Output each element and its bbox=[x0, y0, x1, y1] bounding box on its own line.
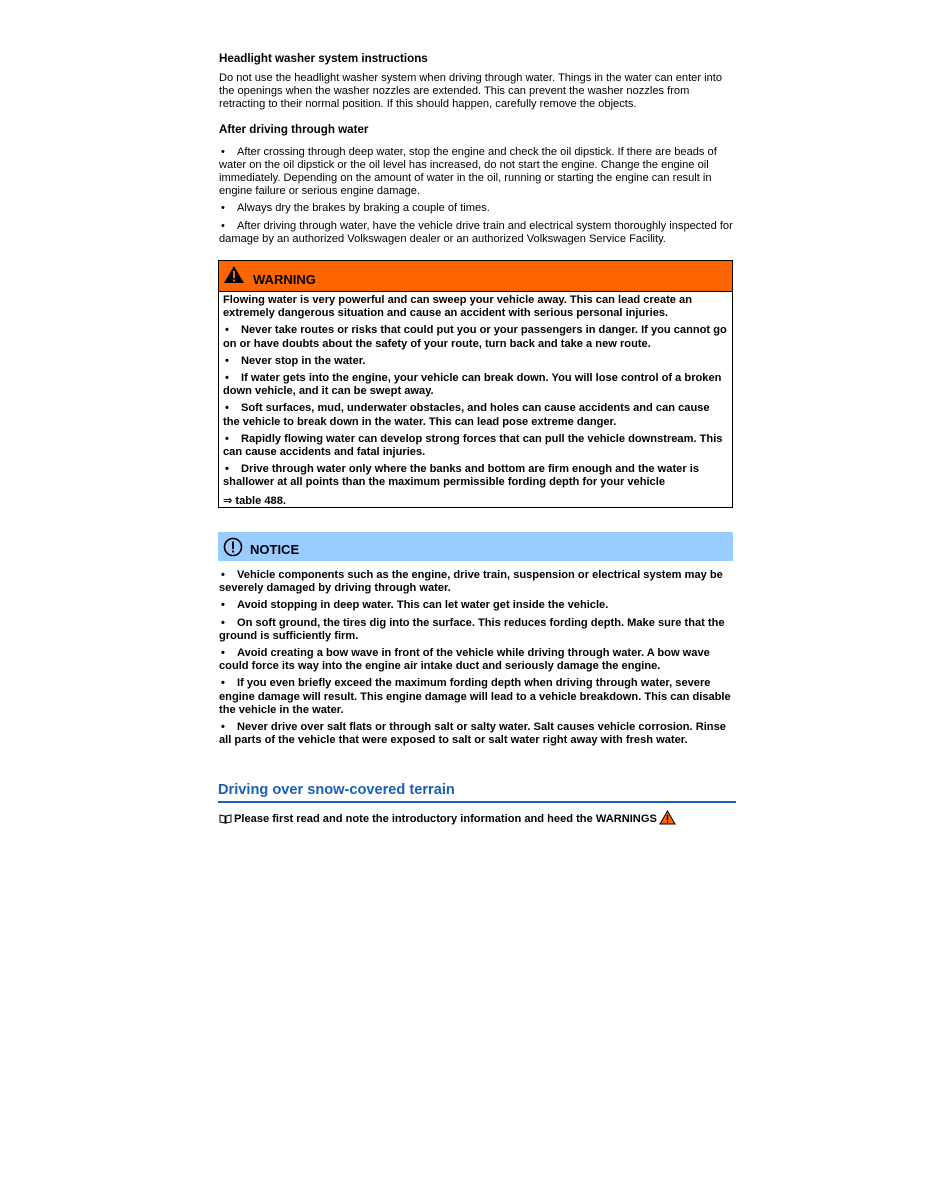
list-item: • Vehicle components such as the engine, drive train, suspension or electrical system may be severely damaged by driving through water. bbox=[219, 569, 723, 595]
warning-intro: Flowing water is very powerful and can sweep your vehicle away. This can lead create an extremely dangerous situation and cause an accident with serious personal injuries. bbox=[223, 294, 692, 320]
page-content bbox=[219, 52, 735, 250]
snow-terrain-heading: Driving over snow-covered terrain bbox=[218, 782, 736, 803]
read-note bbox=[219, 810, 676, 827]
list-item: • After driving through water, have the vehicle drive train and electrical system thoroughly inspected for damage by an authorized Volkswagen dealer or an authorized Volkswagen Service Facility. bbox=[219, 219, 733, 245]
list-item: • If you even briefly exceed the maximum fording depth when driving through water, severe engine damage will result. This engine damage will lead to a vehicle breakdown. This can disable the vehicle in the water. bbox=[219, 677, 731, 716]
list-item: • If water gets into the engine, your vehicle can break down. You will lose control of a broken down vehicle, and it can be swept away. bbox=[223, 372, 722, 398]
read-note-text: Please first read and note the introductory information and heed the WARNINGS bbox=[234, 813, 657, 825]
list-item: • Never stop in the water. bbox=[225, 354, 366, 367]
list-item: • Rapidly flowing water can develop strong forces that can pull the vehicle downstream. This can cause accidents and fatal injuries. bbox=[223, 432, 723, 459]
warning-body bbox=[219, 292, 732, 508]
headlight-paragraph: Do not use the headlight washer system when driving through water. Things in the water can enter into the openings when the washer nozzles are extended. This can prevent the washer nozzles from retracting to their normal position. If this should happen, carefully remove the objects. bbox=[219, 72, 722, 111]
headlight-heading: Headlight washer system instructions bbox=[219, 52, 428, 65]
warning-triangle-icon[interactable] bbox=[659, 810, 676, 825]
list-item: • Soft surfaces, mud, underwater obstacles, and holes can cause accidents and can cause the vehicle to break down in the water. This can lead pose extreme danger. bbox=[223, 402, 710, 428]
notice-header bbox=[218, 532, 733, 561]
list-item: • Never drive over salt flats or through salt or salty water. Salt causes vehicle corrosion. Rinse all parts of the vehicle that were exposed to salt or salt water right away with fresh water. bbox=[219, 721, 726, 747]
warning-label: WARNING bbox=[253, 272, 316, 287]
list-item: • Avoid stopping in deep water. This can let water get inside the vehicle. bbox=[221, 599, 609, 612]
after-water-list bbox=[219, 146, 735, 246]
warning-header bbox=[219, 261, 732, 292]
list-item: • Avoid creating a bow wave in front of the vehicle while driving through water. A bow wave could force its way into the engine air intake duct and seriously damage the engine. bbox=[219, 647, 710, 673]
notice-label: NOTICE bbox=[250, 542, 300, 557]
list-item: • Always dry the brakes by braking a couple of times. bbox=[221, 202, 490, 215]
table-reference-link[interactable]: ⇒ table 488. bbox=[223, 494, 286, 507]
book-icon[interactable] bbox=[219, 813, 232, 824]
notice-body bbox=[219, 569, 735, 751]
exclamation-circle-icon bbox=[223, 537, 243, 557]
after-water-heading: After driving through water bbox=[219, 122, 369, 136]
list-item: • After crossing through deep water, stop the engine and check the oil dipstick. If there are beads of water on the oil dipstick or the oil level has increased, do not start the engine. Change the engine oil immediately. Depending on the amount of water in the oil, running or starting the engine can result in engine failure or serious engine damage. bbox=[219, 145, 717, 198]
list-item: • On soft ground, the tires dig into the surface. This reduces fording depth. Make sure that the ground is sufficiently firm. bbox=[219, 616, 725, 642]
warning-triangle-icon bbox=[223, 265, 245, 284]
list-item: • Drive through water only where the banks and bottom are firm enough and the water is shallower at all points than the maximum permissible fording depth for your vehicle bbox=[223, 463, 699, 489]
warning-box bbox=[218, 260, 733, 508]
list-item: • Never take routes or risks that could put you or your passengers in danger. If you cannot go on or have doubts about the safety of your route, turn back and take a new route. bbox=[223, 324, 727, 350]
